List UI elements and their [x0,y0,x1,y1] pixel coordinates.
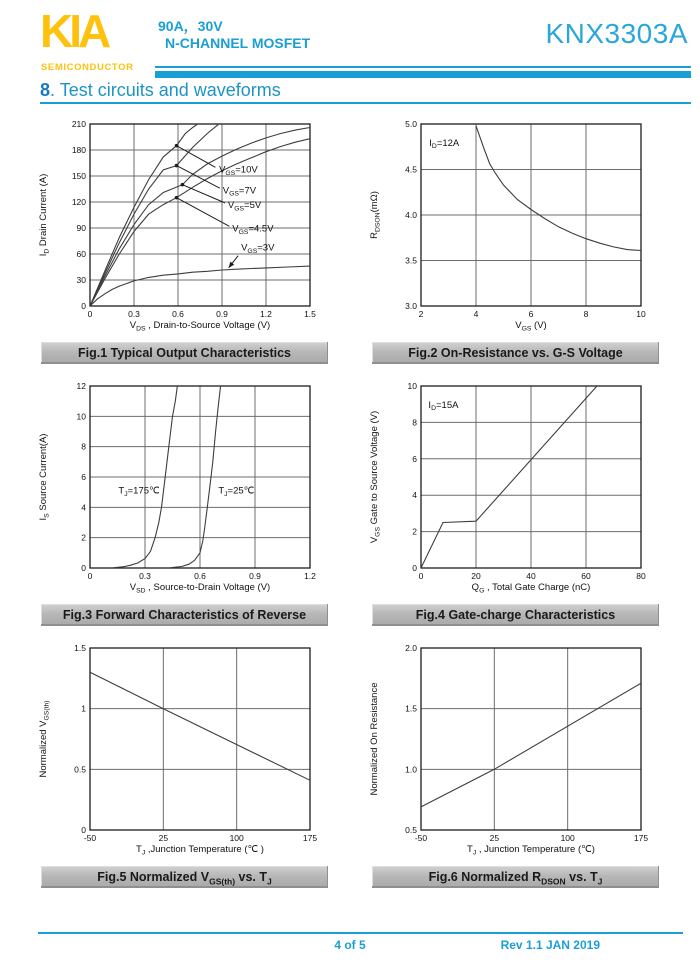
svg-text:80: 80 [636,571,646,581]
svg-text:90: 90 [76,223,86,233]
fig4-caption: Fig.4 Gate-charge Characteristics [372,604,659,626]
svg-text:0.9: 0.9 [216,309,228,319]
kia-logo: KIA [40,5,108,57]
series-tj-175- [114,381,178,567]
series-vgs-4-5v [90,139,310,306]
device-type: N-CHANNEL MOSFET [165,35,311,51]
svg-text:8: 8 [412,417,417,428]
fig5-canvas [33,638,333,864]
svg-text:4: 4 [81,502,86,513]
svg-text:1.5: 1.5 [304,309,316,319]
series-tj-25- [171,381,221,567]
page-number: 4 of 5 [334,938,366,952]
svg-text:120: 120 [71,197,86,207]
series-vgs-3v [90,266,310,306]
svg-text:VGS=10V: $V_{GS}=10V$ [219,164,258,177]
svg-text:1.0: 1.0 [405,764,417,775]
fig2-canvas [364,114,664,340]
svg-text:180: 180 [71,145,86,155]
logo-subtitle: SEMICONDUCTOR [41,62,134,73]
svg-text:VGS=7V: $V_{GS}=7V$ [222,185,257,198]
fig1-caption: Fig.1 Typical Output Characteristics [41,342,328,364]
section-number: 8 [40,80,51,100]
fig3-block [33,376,336,626]
svg-text:0: 0 [418,571,424,581]
svg-text:0: 0 [87,571,93,581]
svg-text:1: 1 [81,703,86,714]
svg-text:3.0: 3.0 [405,301,417,311]
svg-text:100: 100 [560,833,575,843]
header-rule-thick [155,71,691,78]
svg-text:1.2: 1.2 [304,571,316,581]
series-rdson-vs-vgs-id-12a [476,126,641,251]
svg-text:VSD , Source-to-Drain Voltage: $V_{SD}$ , Source-to-Drain Voltage (V) [129,582,271,595]
svg-text:6: 6 [528,309,534,319]
svg-text:4: 4 [412,490,417,501]
svg-text:0.6: 0.6 [172,309,184,319]
fig5-caption: Fig.5 Normalized $V_{GS(th)}$ vs. $T_J$ [41,866,328,888]
svg-text:25: 25 [489,833,500,843]
svg-text:0.5: 0.5 [74,764,86,775]
svg-text:175: 175 [633,833,649,843]
fig2-block [364,114,667,364]
fig6-caption: Fig.6 Normalized $R_{DSON}$ vs. $T_J$ [372,866,659,888]
fig1-plot [33,114,333,340]
svg-text:0.3: 0.3 [139,571,151,581]
svg-text:20: 20 [471,571,481,581]
series-vgs-7v [90,121,222,306]
svg-text:ID=12A: $I_D=12A$ [429,137,460,151]
series-vgs-5v [90,128,310,307]
svg-text:1.5: 1.5 [74,643,86,653]
series-normalized-rdson [421,683,641,807]
svg-text:TJ=175℃: $T_J=175℃$ [118,485,160,498]
svg-text:60: 60 [581,571,591,581]
svg-text:3.5: 3.5 [405,255,417,266]
svg-text:0.9: 0.9 [249,571,261,581]
svg-text:2.0: 2.0 [405,643,417,653]
svg-text:1.5: 1.5 [405,703,417,714]
svg-text:IS Source Current(A): $I_S$ Source Current(A) [38,433,51,521]
svg-text:0: 0 [81,825,86,835]
series-gate-charge-id-15a [421,386,597,568]
footer-rule [38,932,683,934]
svg-text:2: 2 [418,309,424,319]
svg-text:5.0: 5.0 [405,119,417,129]
svg-text:100: 100 [229,833,244,843]
svg-text:2: 2 [81,532,86,543]
fig3-canvas [33,376,333,602]
svg-text:4.5: 4.5 [405,164,417,175]
fig1-block [33,114,336,364]
svg-text:TJ , Junction Temperature (℃): $T_J$ , Junction Temperature (℃) [467,844,595,857]
svg-text:10: 10 [407,381,417,391]
svg-text:6: 6 [81,472,86,482]
fig3-caption: Fig.3 Forward Characteristics of Reverse [41,604,328,626]
svg-text:10: 10 [636,309,646,319]
svg-text:-50: -50 [83,833,97,843]
svg-text:25: 25 [158,833,169,843]
svg-text:4.0: 4.0 [405,210,417,220]
revision-label: Rev 1.1 JAN 2019 [500,938,600,952]
svg-text:RDSON(mΩ): $R_{DSON}(m\Omega)$ [369,191,382,239]
fig4-canvas [364,376,664,602]
fig5-block [33,638,336,888]
svg-text:TJ ,Junction Temperature (℃ ): $T_J$ ,Junction Temperature (℃ ) [136,844,264,857]
svg-text:1.2: 1.2 [260,309,272,319]
fig2-plot [364,114,664,340]
svg-text:ID Drain Current (A): $I_D$ Drain Current (A) [38,173,51,257]
fig6-canvas [364,638,664,864]
svg-text:VGS Gate to Source Voltage (V: $V_{GS}$ Gate to Source Voltage (V) [369,410,382,544]
svg-text:VGS=3V: $V_{GS}=3V$ [241,242,275,255]
svg-text:Normalized On Resistance: Normalized On Resistance [369,682,380,796]
svg-text:0: 0 [81,563,86,573]
svg-text:0.3: 0.3 [128,309,140,319]
svg-text:VGS=5V: $V_{GS}=5V$ [227,200,262,213]
fig3-plot [33,376,333,602]
header-rule-thin [155,66,691,68]
svg-text:-50: -50 [414,833,428,843]
svg-text:QG , Total Gate Charge (nC): $Q_G$ , Total Gate Charge (nC) [471,582,591,595]
svg-text:60: 60 [76,249,86,259]
svg-text:0.5: 0.5 [405,825,417,835]
svg-text:30: 30 [76,275,86,285]
svg-text:0: 0 [87,309,93,319]
svg-text:TJ=25℃: $T_J=25℃$ [218,485,255,498]
part-number: KNX3303A [545,18,688,49]
svg-text:40: 40 [526,571,536,581]
svg-text:2: 2 [412,526,417,537]
svg-text:VGS (V): $V_{GS}$ (V) [515,320,547,333]
svg-text:150: 150 [71,171,86,181]
svg-text:ID=15A: $I_D=15A$ [428,399,459,413]
fig5-plot [33,638,333,864]
svg-text:0: 0 [412,563,417,573]
svg-text:6: 6 [412,453,417,464]
svg-text:VGS=4.5V: $V_{GS}=4.5V$ [232,223,274,236]
svg-text:0: 0 [81,301,86,311]
section-underline [40,102,691,104]
fig1-canvas [33,114,333,340]
section-title [40,80,281,101]
fig2-caption: Fig.2 On-Resistance vs. G-S Voltage [372,342,659,364]
fig6-plot [364,638,664,864]
section-text: . Test circuits and waveforms [50,80,281,100]
series-normalized-vgs-th- [90,672,310,780]
fig4-plot [364,376,664,602]
device-rating: 90A，30V [158,18,223,34]
svg-text:0.6: 0.6 [194,571,206,581]
svg-text:12: 12 [76,381,86,391]
charts-grid [0,114,700,888]
svg-text:175: 175 [302,833,318,843]
svg-text:4: 4 [473,309,479,319]
fig6-block [364,638,667,888]
svg-text:8: 8 [81,441,86,452]
svg-text:10: 10 [76,411,86,422]
svg-text:Normalized VGS(th): Normalized $V_{GS(th)}$ [38,700,51,778]
svg-text:8: 8 [583,309,589,319]
fig4-block [364,376,667,626]
svg-text:210: 210 [71,119,86,129]
svg-text:VDS , Drain-to-Source Voltage: $V_{DS}$ , Drain-to-Source Voltage (V) [129,320,271,333]
